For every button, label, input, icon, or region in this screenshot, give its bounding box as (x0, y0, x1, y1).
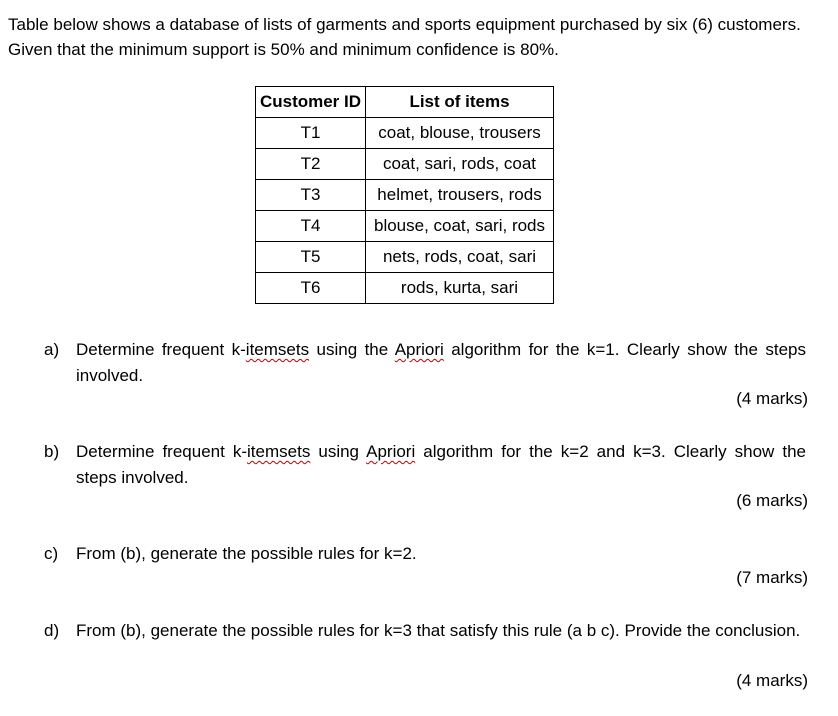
question-c-text: From (b), generate the possible rules for k=2. (76, 544, 417, 563)
cell-items: blouse, coat, sari, rods (366, 211, 554, 242)
customer-items-table (255, 86, 554, 304)
table-header-row (256, 87, 554, 118)
cell-customer-id: T1 (256, 118, 366, 149)
question-a-label: a) (44, 340, 60, 359)
cell-items: rods, kurta, sari (366, 273, 554, 304)
question-d-marks: (4 marks) (736, 671, 808, 690)
question-b-marks: (6 marks) (736, 491, 808, 510)
intro-paragraph: Table below shows a database of lists of garments and sports equipment purchased by six (6) customers. Given that the minimum support is 50% and minimum confidence is 80%. (8, 15, 801, 59)
header-list-of-items: List of items (366, 87, 554, 118)
cell-customer-id: T3 (256, 180, 366, 211)
table-row (256, 242, 554, 273)
cell-items: coat, sari, rods, coat (366, 149, 554, 180)
table-row (256, 118, 554, 149)
question-d (44, 618, 806, 644)
table-row (256, 211, 554, 242)
question-c-marks: (7 marks) (736, 568, 808, 587)
table-row (256, 273, 554, 304)
question-d-label: d) (44, 621, 60, 640)
cell-customer-id: T4 (256, 211, 366, 242)
table-row (256, 149, 554, 180)
question-a-text: Determine frequent k-itemsets using the Apriori algorithm for the k=1. Clearly show the steps involved. (76, 340, 806, 385)
question-d-text: From (b), generate the possible rules for k=3 that satisfy this rule (a b c). Provide the conclusion. (76, 621, 801, 640)
question-a-marks: (4 marks) (736, 389, 808, 408)
table-row (256, 180, 554, 211)
cell-items: helmet, trousers, rods (366, 180, 554, 211)
question-c (44, 541, 806, 567)
question-a (44, 337, 806, 389)
question-b-label: b) (44, 442, 60, 461)
cell-items: nets, rods, coat, sari (366, 242, 554, 273)
question-b (44, 439, 806, 491)
cell-items: coat, blouse, trousers (366, 118, 554, 149)
question-c-label: c) (44, 544, 59, 563)
question-b-text: Determine frequent k-itemsets using Apriori algorithm for the k=2 and k=3. Clearly show the steps involved. (76, 442, 807, 487)
cell-customer-id: T6 (256, 273, 366, 304)
cell-customer-id: T2 (256, 149, 366, 180)
header-customer-id: Customer ID (256, 87, 366, 118)
cell-customer-id: T5 (256, 242, 366, 273)
